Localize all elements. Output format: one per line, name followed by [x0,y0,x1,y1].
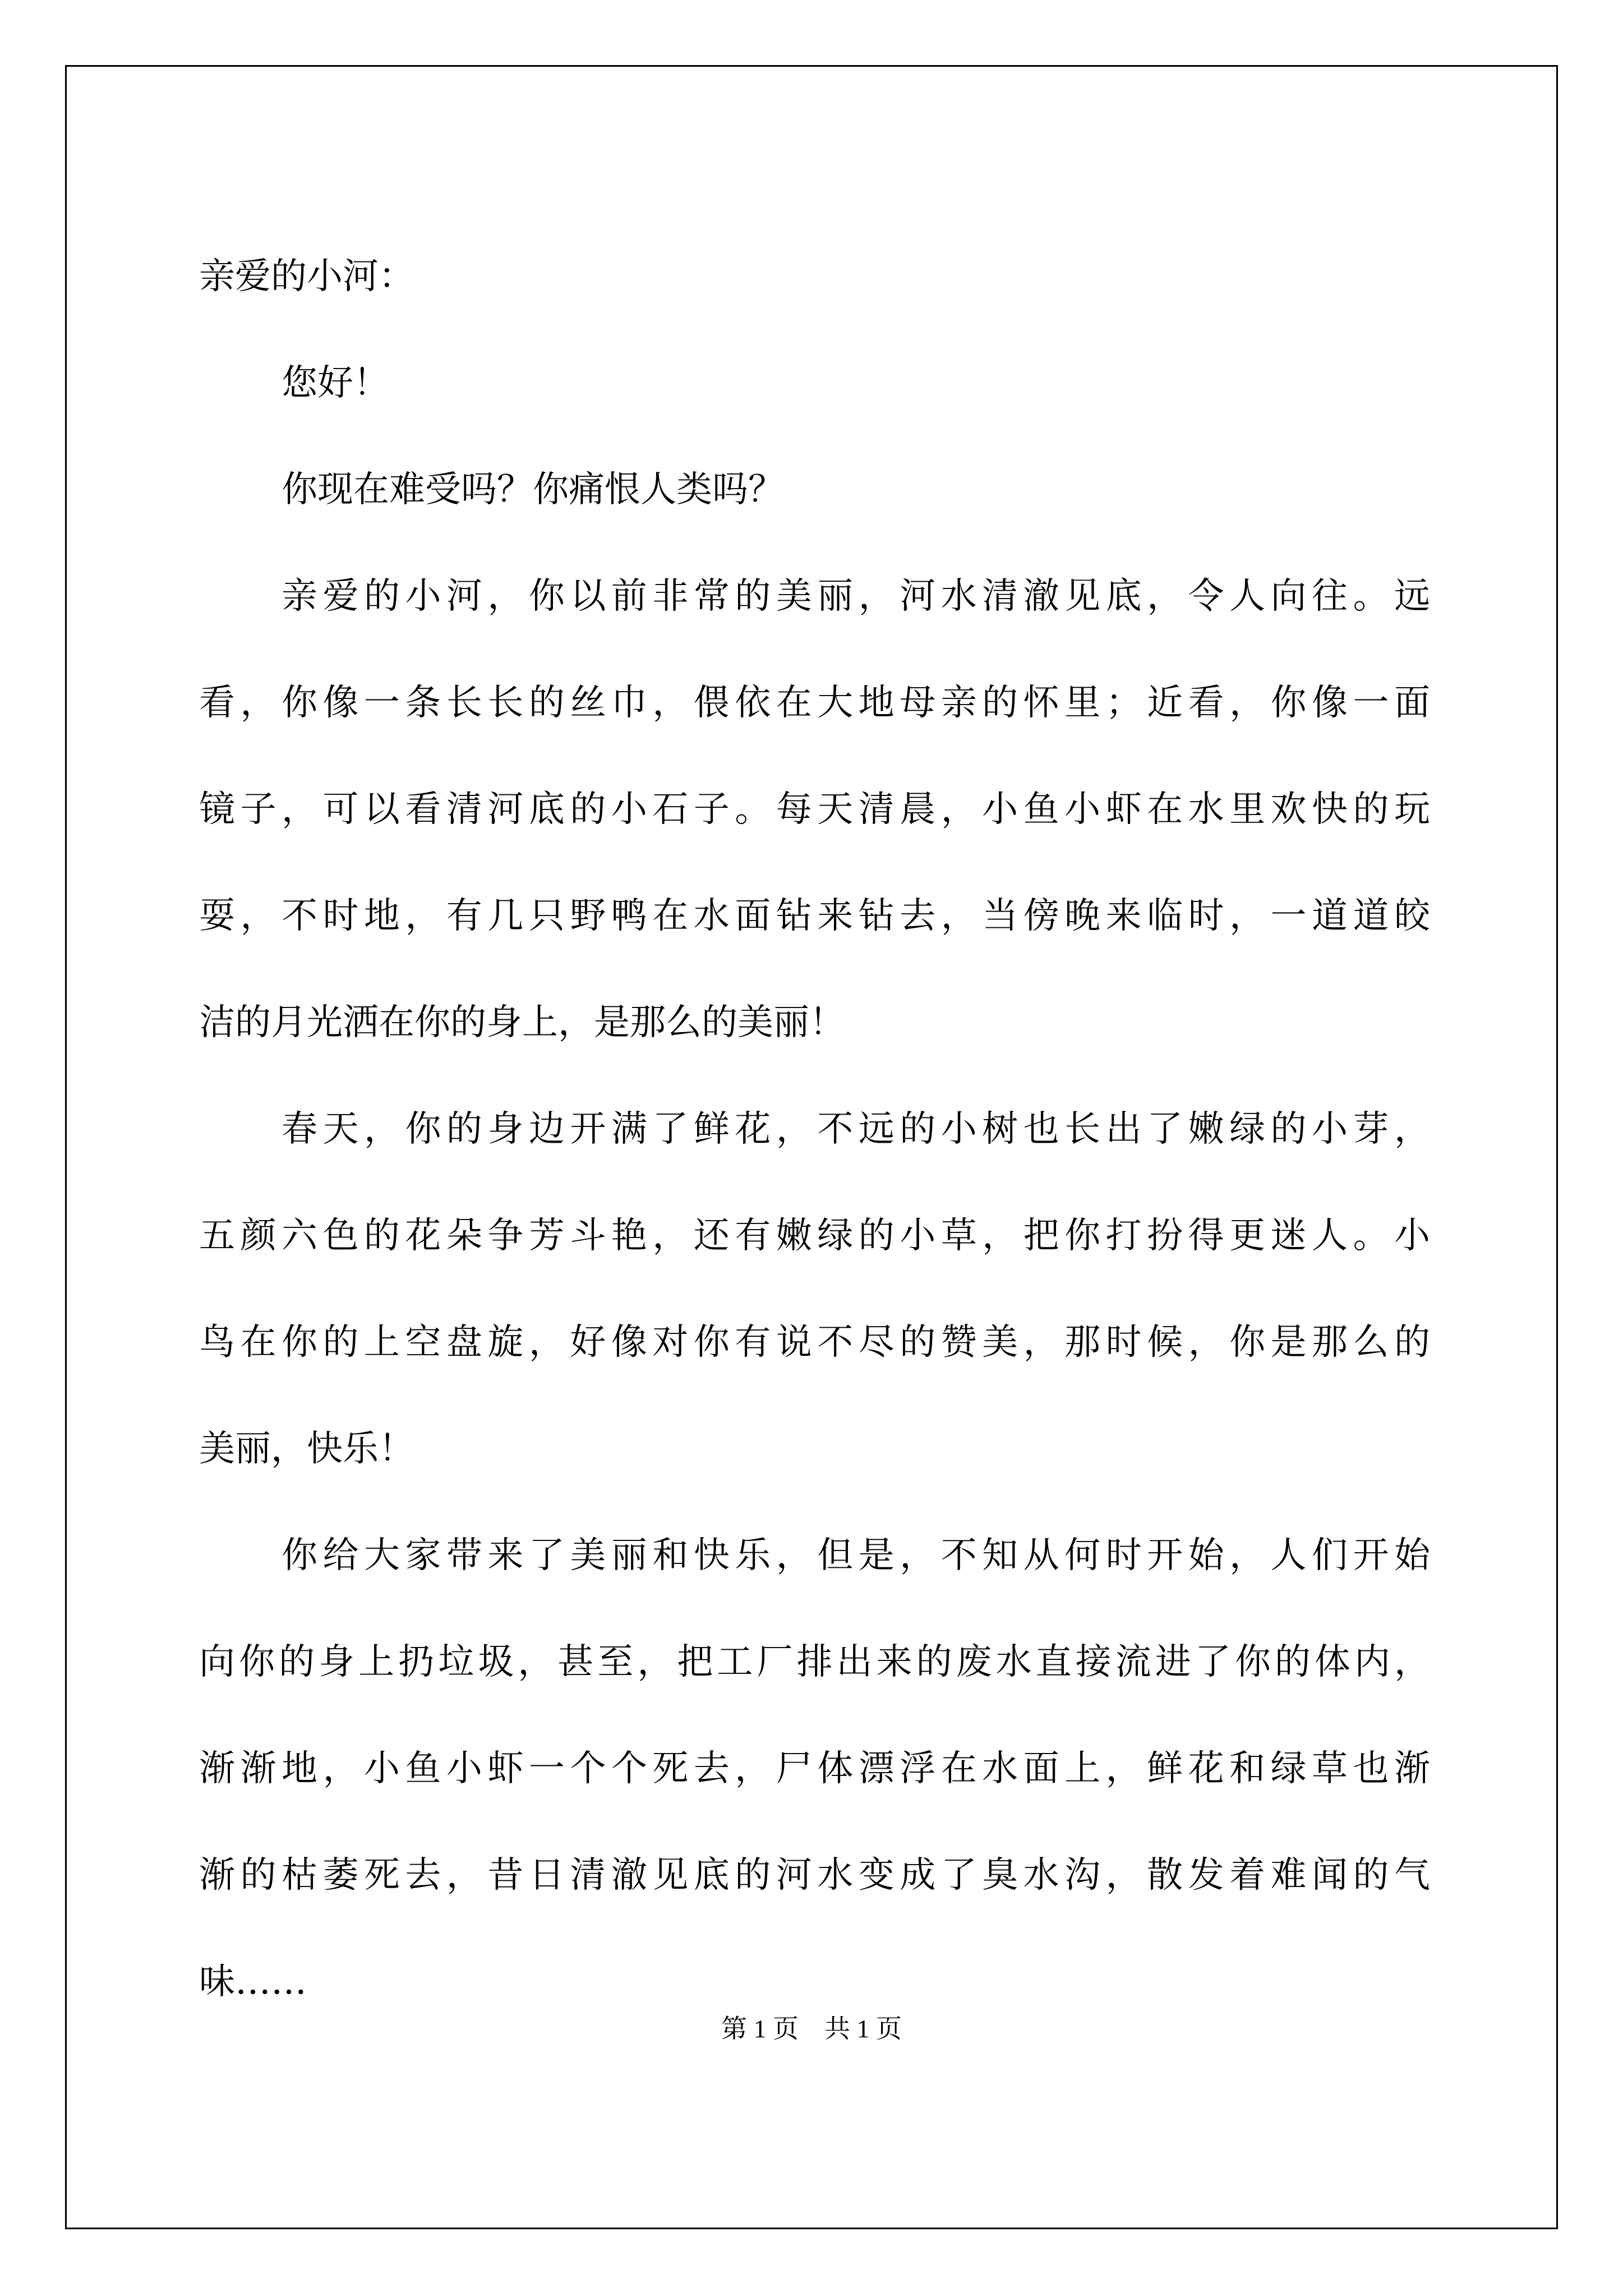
page-number: 第 1 页 共 1 页 [721,2014,902,2043]
line-text: 你给大家带来了美丽和快乐，但是，不知从何时开始，人们开始 [282,1535,1430,1576]
text-line [199,1715,1430,1822]
line-text: 洁的月光洒在你的身上，是那么的美丽！ [199,1002,845,1043]
letter-body [199,223,1430,2035]
line-text: 向你的身上扔垃圾，甚至，把工厂排出来的废水直接流进了你的体内， [199,1641,1430,1683]
line-text: 渐渐地，小鱼小虾一个个死去，尸体漂浮在水面上，鲜花和绿草也渐 [199,1748,1430,1789]
line-text: 亲爱的小河： [199,256,414,297]
page-footer [0,2008,1623,2045]
text-line [199,756,1430,863]
text-line [199,436,1430,543]
text-line [199,863,1430,969]
line-text: 渐的枯萎死去，昔日清澈见底的河水变成了臭水沟，散发着难闻的气 [199,1855,1430,1896]
text-line [199,969,1430,1076]
text-line [199,1502,1430,1609]
text-line [199,543,1430,650]
text-line [199,1076,1430,1182]
text-line [199,1182,1430,1289]
text-line [199,1609,1430,1715]
line-text: 美丽，快乐！ [199,1428,414,1470]
text-line [199,1822,1430,1929]
line-text: 鸟在你的上空盘旋，好像对你有说不尽的赞美，那时候，你是那么的 [199,1322,1430,1363]
line-text: 耍，不时地，有几只野鸭在水面钻来钻去，当傍晚来临时，一道道皎 [199,895,1430,937]
line-text: 看，你像一条长长的丝巾，偎依在大地母亲的怀里；近看，你像一面 [199,682,1430,724]
line-text: 味…… [199,1961,307,2003]
line-text: 镜子，可以看清河底的小石子。每天清晨，小鱼小虾在水里欢快的玩 [199,789,1430,830]
line-text: 您好！ [282,362,389,404]
line-text: 亲爱的小河，你以前非常的美丽，河水清澈见底，令人向往。远 [282,576,1430,617]
text-line [199,223,1430,330]
text-line [199,1289,1430,1396]
text-line [199,650,1430,756]
line-text: 五颜六色的花朵争芳斗艳，还有嫩绿的小草，把你打扮得更迷人。小 [199,1215,1430,1257]
text-line [199,1396,1430,1502]
text-line [199,330,1430,436]
line-text: 你现在难受吗？你痛恨人类吗？ [282,469,784,510]
line-text: 春天，你的身边开满了鲜花，不远的小树也长出了嫩绿的小芽， [282,1108,1430,1150]
